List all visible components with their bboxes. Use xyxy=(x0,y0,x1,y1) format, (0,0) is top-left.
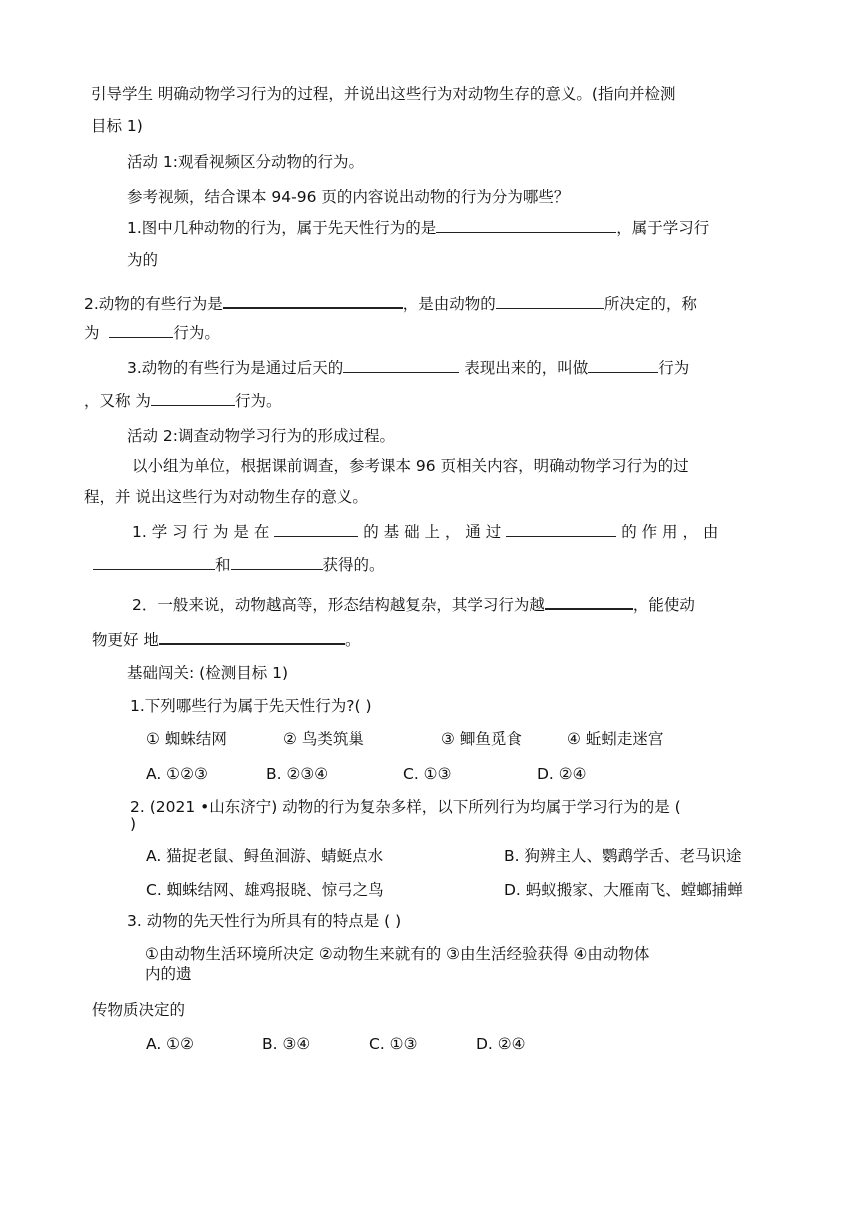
basics-q1-item: ① 蜘蛛结网 xyxy=(146,730,227,748)
activity2-q1-text: 1. 学 习 行 为 是 在 xyxy=(132,523,270,541)
activity1-q3-text-4: ，又称 为 xyxy=(84,392,151,410)
answer-blank[interactable] xyxy=(436,218,616,233)
basics-q1-choice-d[interactable]: D. ②④ xyxy=(537,765,587,783)
basics-q2-choice-a[interactable]: A. 猫捉老鼠、鲟鱼洄游、蜻蜓点水 xyxy=(146,847,384,865)
basics-q2-stem-2: ) xyxy=(130,815,137,833)
activity1-q1-text-2: ，属于学习行 xyxy=(616,219,710,237)
answer-blank[interactable] xyxy=(343,358,459,373)
activity1-q3-line2 xyxy=(84,391,281,411)
activity2-q1-text-3: 的 作 用 ， 由 xyxy=(621,523,719,541)
activity1-q3-text-2: 表现出来的，叫做 xyxy=(464,359,589,377)
activity1-instruction: 参考视频，结合课本 94-96 页的内容说出动物的行为分为哪些？ xyxy=(127,188,570,206)
activity1-q2-text: 2.动物的有些行为是 xyxy=(84,295,223,313)
activity2-q2-text-2: ，能使动 xyxy=(632,596,695,614)
answer-blank[interactable] xyxy=(223,293,403,309)
basics-q1-choice-b[interactable]: B. ②③④ xyxy=(266,765,329,783)
basics-q3-choice-a[interactable]: A. ①② xyxy=(146,1035,194,1053)
basics-q3-choice-b[interactable]: B. ③④ xyxy=(262,1035,311,1053)
intro-line-2: 目标 1) xyxy=(91,117,143,135)
activity1-q3-text: 3.动物的有些行为是通过后天的 xyxy=(127,359,344,377)
activity2-q2-text-3: 物更好 地 xyxy=(92,631,159,649)
basics-q1-choice-c[interactable]: C. ①③ xyxy=(403,765,452,783)
activity1-q3-text-3: 行为 xyxy=(658,359,690,377)
activity1-q2-line2 xyxy=(84,323,220,343)
basics-q3-options-3: 传物质决定的 xyxy=(92,1001,186,1019)
activity1-title: 活动 1:观看视频区分动物的行为。 xyxy=(127,153,365,171)
activity2-q2-line2 xyxy=(92,629,360,650)
activity2-instruction-2: 程，并 说出这些行为对动物生存的意义。 xyxy=(84,488,368,506)
answer-blank[interactable] xyxy=(231,555,323,570)
basics-q1-item: ② 鸟类筑巢 xyxy=(283,730,364,748)
activity1-q2-line1 xyxy=(84,293,697,314)
basics-q2-choice-c[interactable]: C. 蜘蛛结网、雄鸡报晓、惊弓之鸟 xyxy=(146,881,384,899)
activity2-q1-text-2: 的 基 础 上 ， 通 过 xyxy=(363,523,502,541)
activity1-q1-line2: 为的 xyxy=(127,251,159,269)
activity1-q3-line1 xyxy=(127,358,689,378)
basics-title: 基础闯关: (检测目标 1) xyxy=(127,664,289,682)
answer-blank[interactable] xyxy=(274,522,358,537)
activity2-q1-text-4: 和 xyxy=(215,556,231,574)
answer-blank[interactable] xyxy=(496,294,604,309)
answer-blank[interactable] xyxy=(109,323,173,338)
basics-q2-choice-b[interactable]: B. 狗辨主人、鹦鹉学舌、老马识途 xyxy=(504,847,742,865)
basics-q1-choice-a[interactable]: A. ①②③ xyxy=(146,765,208,783)
activity1-q3-text-5: 行为。 xyxy=(234,392,282,410)
activity1-q1-text: 1.图中几种动物的行为，属于先天性行为的是 xyxy=(127,219,437,237)
basics-q3-choice-c[interactable]: C. ①③ xyxy=(369,1035,418,1053)
activity1-q2-text-4: 为 xyxy=(84,324,100,342)
activity1-q2-text-5: 行为。 xyxy=(173,324,220,342)
basics-q2-choice-d[interactable]: D. 蚂蚁搬家、大雁南飞、螳螂捕蝉 xyxy=(504,881,743,899)
basics-q3-choice-d[interactable]: D. ②④ xyxy=(476,1035,526,1053)
basics-q1-item: ④ 蚯蚓走迷宫 xyxy=(567,730,664,748)
activity1-q2-text-2: ，是由动物的 xyxy=(402,295,496,313)
basics-q1-stem: 1.下列哪些行为属于先天性行为?( ) xyxy=(130,697,372,715)
basics-q2-stem-1: 2. (2021 •山东济宁) 动物的行为复杂多样，以下所列行为均属于学习行为的是 ( xyxy=(130,798,681,816)
activity2-q1-line1 xyxy=(132,522,718,542)
basics-q3-stem: 3. 动物的先天性行为所具有的特点是 ( ) xyxy=(127,912,402,930)
answer-blank[interactable] xyxy=(151,391,235,406)
intro-line-1: 引导学生 明确动物学习行为的过程，并说出这些行为对动物生存的意义。(指向并检测 xyxy=(91,85,676,103)
basics-q3-options-2: 内的遗 xyxy=(145,965,192,983)
activity2-q2-text-4: 。 xyxy=(344,631,361,649)
answer-blank[interactable] xyxy=(506,522,616,537)
activity1-q1-line1 xyxy=(127,218,709,238)
basics-q1-item: ③ 鲫鱼觅食 xyxy=(441,730,522,748)
activity2-q1-text-5: 获得的。 xyxy=(322,556,385,574)
answer-blank[interactable] xyxy=(588,358,658,373)
answer-blank[interactable] xyxy=(93,555,215,570)
activity1-q2-text-3: 所决定的，称 xyxy=(603,295,697,313)
activity2-q2-text: 2．一般来说，动物越高等，形态结构越复杂，其学习行为越 xyxy=(132,596,545,614)
basics-q3-options-1: ①由动物生活环境所决定 ②动物生来就有的 ③由生活经验获得 ④由动物体 xyxy=(145,945,650,963)
activity2-instruction-1: 以小组为单位，根据课前调查，参考课本 96 页相关内容，明确动物学习行为的过 xyxy=(132,457,689,475)
answer-blank[interactable] xyxy=(159,629,345,645)
activity2-title: 活动 2:调查动物学习行为的形成过程。 xyxy=(127,427,396,445)
activity2-q1-line2 xyxy=(93,555,385,575)
answer-blank[interactable] xyxy=(545,594,633,610)
activity2-q2-line1 xyxy=(132,594,695,615)
